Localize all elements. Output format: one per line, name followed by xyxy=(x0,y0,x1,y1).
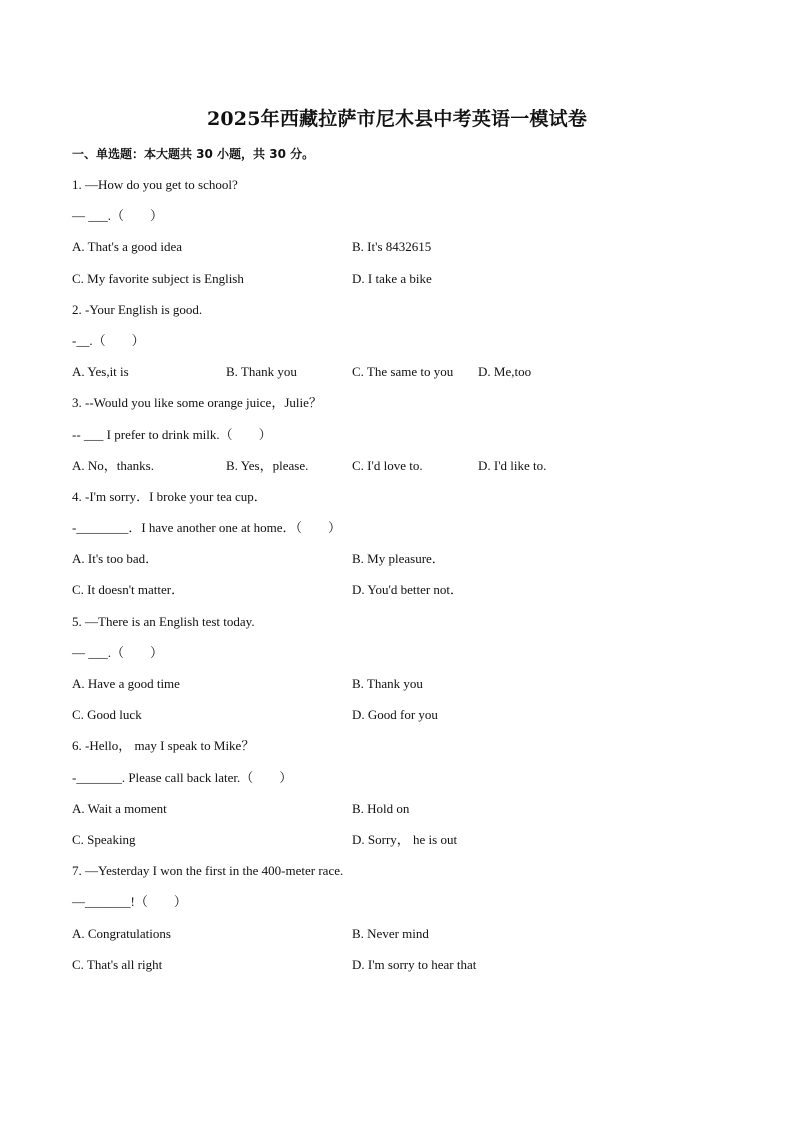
option-a: A. Wait a moment xyxy=(72,800,167,816)
answer-blank-line: -- ___ I prefer to drink milk.（ ） xyxy=(72,426,272,442)
options-row xyxy=(72,362,732,393)
question-6 xyxy=(72,736,732,861)
question-stem: 3. --Would you like some orange juice，Julie？ xyxy=(72,395,322,411)
answer-blank-line: -_______. Please call back later.（ ） xyxy=(72,769,293,785)
options-row xyxy=(72,237,732,268)
section-heading: 一、单选题：本大题共 30 小题，共 30 分。 xyxy=(72,147,315,161)
question-3 xyxy=(72,393,732,487)
option-b: B. Thank you xyxy=(352,676,423,691)
page-title: 2025年西藏拉萨市尼木县中考英语一模试卷 xyxy=(206,108,588,130)
option-a: A. Congratulations xyxy=(72,925,171,941)
option-d: D. I take a bike xyxy=(352,270,432,286)
options-row xyxy=(72,799,732,830)
options-row xyxy=(72,269,732,300)
options-row xyxy=(72,674,732,705)
option-a: A. That's a good idea xyxy=(72,239,183,255)
option-c: C. That's all right xyxy=(72,956,163,972)
option-d: D. I'm sorry to hear that xyxy=(352,956,477,972)
options-row xyxy=(72,830,732,861)
question-stem: 6. -Hello， may I speak to Mike？ xyxy=(72,738,255,754)
option-d: D. You'd better not． xyxy=(352,582,464,598)
question-1 xyxy=(72,175,732,300)
question-stem: 2. -Your English is good. xyxy=(72,301,203,317)
question-list xyxy=(72,175,732,986)
question-stem: 7. —Yesterday I won the first in the 400-meter race. xyxy=(72,863,344,879)
option-d: D. Me,too xyxy=(478,364,532,380)
option-a: A. It's too bad． xyxy=(72,551,159,567)
question-stem: 4. -I'm sorry．I broke your tea cup． xyxy=(72,488,267,504)
answer-blank-line: -________．I have another one at home．（ ） xyxy=(72,520,341,536)
option-a: A. No，thanks. xyxy=(72,457,154,473)
option-a: A. Yes,it is xyxy=(72,364,129,380)
option-b: B. Never mind xyxy=(352,925,429,941)
option-c: C. Good luck xyxy=(72,707,142,723)
options-row xyxy=(72,955,732,986)
option-c: C. I'd love to. xyxy=(352,457,423,473)
option-c: C. Speaking xyxy=(72,831,136,847)
question-stem: 1. —How do you get to school? xyxy=(72,177,238,192)
option-b: B. Yes，please. xyxy=(226,457,309,473)
question-stem: 5. —There is an English test today. xyxy=(72,613,255,629)
option-c: C. My favorite subject is English xyxy=(72,270,244,286)
answer-blank-line: — ___.（ ） xyxy=(72,208,164,224)
option-d: D. Good for you xyxy=(352,707,438,723)
option-b: B. My pleasure． xyxy=(352,551,445,567)
options-row xyxy=(72,580,732,611)
answer-blank-line: —_______!（ ） xyxy=(72,894,187,910)
option-b: B. It's 8432615 xyxy=(352,239,432,255)
options-row xyxy=(72,705,732,736)
question-2 xyxy=(72,300,732,394)
option-c: C. The same to you xyxy=(352,364,454,380)
option-d: D. I'd like to. xyxy=(478,457,547,473)
question-7 xyxy=(72,861,732,986)
options-row xyxy=(72,456,732,487)
answer-blank-line: — ___.（ ） xyxy=(72,644,164,660)
option-c: C. It doesn't matter． xyxy=(72,582,185,598)
options-row xyxy=(72,924,732,955)
question-4 xyxy=(72,487,732,612)
answer-blank-line: -__.（ ） xyxy=(72,332,145,348)
question-5 xyxy=(72,612,732,737)
option-b: B. Thank you xyxy=(226,364,297,380)
options-row xyxy=(72,549,732,580)
option-d: D. Sorry， he is out xyxy=(352,831,458,847)
option-a: A. Have a good time xyxy=(72,676,180,691)
option-b: B. Hold on xyxy=(352,800,410,816)
